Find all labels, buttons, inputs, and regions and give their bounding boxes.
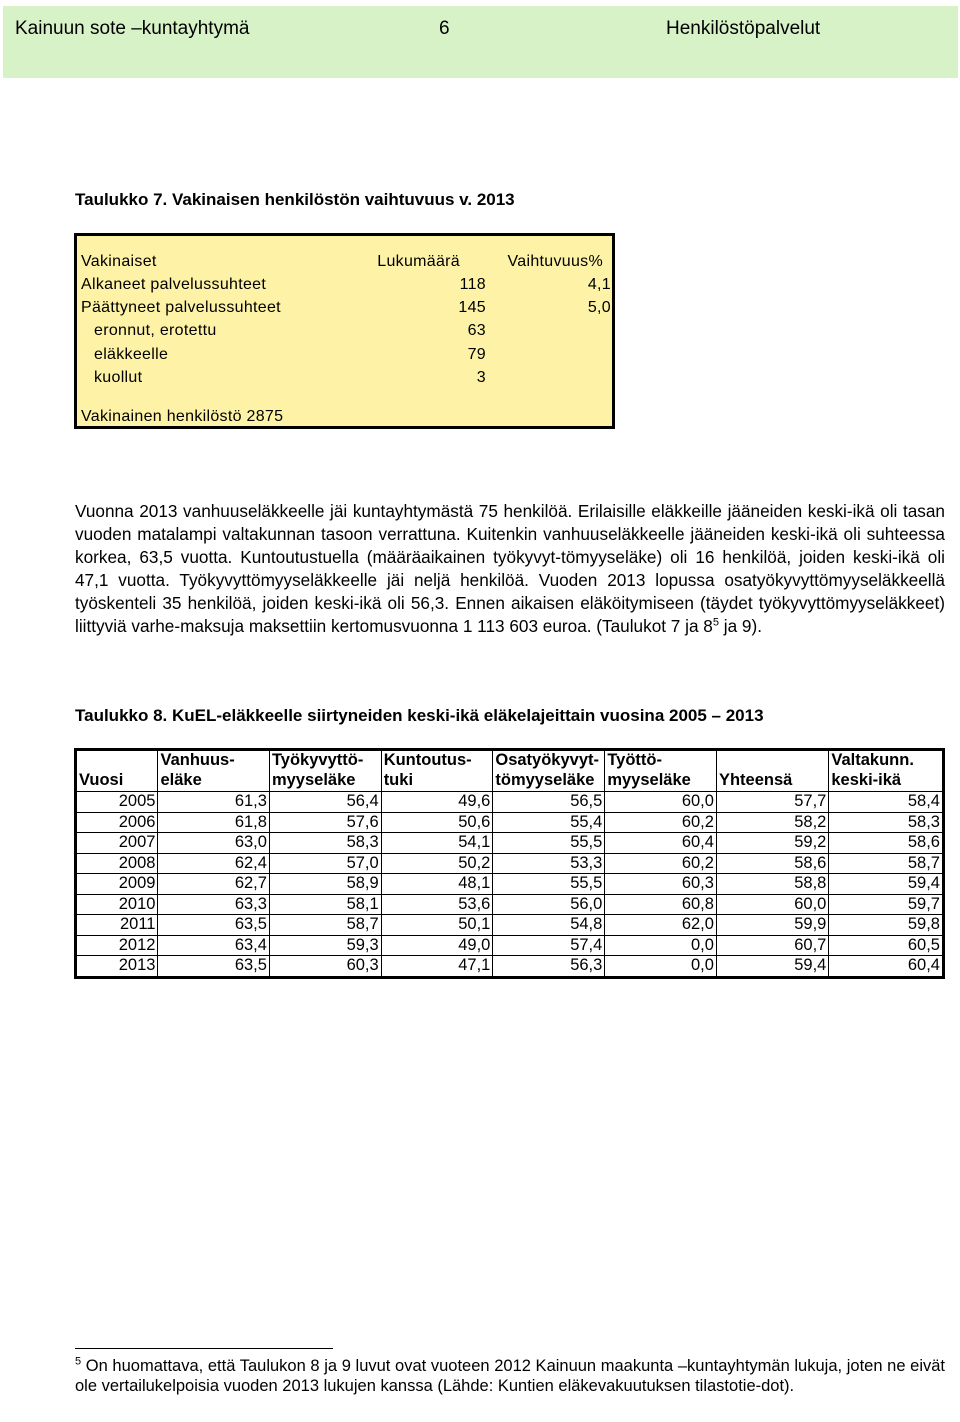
table8-cell: 49,6 <box>381 792 493 813</box>
table8-cell: 56,4 <box>269 792 381 813</box>
table8-body <box>76 792 944 978</box>
table7-header-row <box>77 253 612 275</box>
table8-cell: 54,1 <box>381 833 493 854</box>
footnote <box>75 1356 945 1396</box>
table8-cell: 58,8 <box>716 874 828 895</box>
table8-cell: 58,6 <box>829 833 944 854</box>
table7-row <box>77 346 612 368</box>
table8-row <box>76 915 944 936</box>
table7-row <box>77 276 612 298</box>
table8-row <box>76 812 944 833</box>
table8-year-cell: 2005 <box>76 792 158 813</box>
table8-cell: 56,5 <box>493 792 605 813</box>
table8-cell: 49,0 <box>381 935 493 956</box>
table8-cell: 59,3 <box>269 935 381 956</box>
table8-year-cell: 2011 <box>76 915 158 936</box>
table8-row <box>76 894 944 915</box>
table7-footer-row <box>77 408 612 430</box>
table7-header-cell: Lukumäärä <box>377 253 460 270</box>
table8-year-cell: 2013 <box>76 956 158 978</box>
table8-caption-label: Taulukko 8. <box>75 706 168 725</box>
table8-cell: 58,2 <box>716 812 828 833</box>
table8-header-cell: Osatyökyvyt- tömyyseläke <box>493 750 605 792</box>
table8-cell: 61,8 <box>158 812 269 833</box>
table8-header-cell: Työkyvyttö- myyseläke <box>269 750 381 792</box>
table8-cell: 55,5 <box>493 833 605 854</box>
table8-cell: 58,9 <box>269 874 381 895</box>
table8-cell: 60,0 <box>716 894 828 915</box>
table8-cell: 50,2 <box>381 853 493 874</box>
footnote-number: 5 <box>75 1355 82 1368</box>
table8-cell: 63,5 <box>158 915 269 936</box>
page-header <box>3 6 958 78</box>
table8-cell: 60,8 <box>605 894 717 915</box>
table7-row <box>77 299 612 321</box>
table8-cell: 62,0 <box>605 915 717 936</box>
table8-header-cell: Kuntoutus- tuki <box>381 750 493 792</box>
table8-cell: 63,0 <box>158 833 269 854</box>
table8-year-cell: 2008 <box>76 853 158 874</box>
table8-header-cell: Työttö- myyseläke <box>605 750 717 792</box>
header-section: Henkilöstöpalvelut <box>666 18 821 39</box>
table8-year-cell: 2007 <box>76 833 158 854</box>
header-page-number: 6 <box>439 18 450 39</box>
table8-row <box>76 833 944 854</box>
table8-cell: 60,3 <box>269 956 381 978</box>
table8-cell: 57,4 <box>493 935 605 956</box>
table7 <box>74 233 615 429</box>
table7-cell: 5,0 <box>587 299 611 316</box>
table8-cell: 58,6 <box>716 853 828 874</box>
table8-cell: 54,8 <box>493 915 605 936</box>
table7-row <box>77 369 612 391</box>
table7-cell: eronnut, erotettu <box>94 322 217 339</box>
table8-caption-text: KuEL-eläkkeelle siirtyneiden keski-ikä eläkelajeittain vuosina 2005 – 2013 <box>167 706 764 725</box>
table8-year-cell: 2006 <box>76 812 158 833</box>
table8 <box>74 748 945 979</box>
table8-header-cell: Valtakunn. keski-ikä <box>829 750 944 792</box>
table8-cell: 60,5 <box>829 935 944 956</box>
footnote-divider <box>75 1348 333 1349</box>
table8-cell: 58,3 <box>829 812 944 833</box>
table8-header-cell: Vuosi <box>76 750 158 792</box>
table7-footer: Vakinainen henkilöstö 2875 <box>81 408 284 425</box>
table8-cell: 60,2 <box>605 812 717 833</box>
table8-cell: 60,4 <box>605 833 717 854</box>
table8-cell: 56,0 <box>493 894 605 915</box>
table7-cell: 63 <box>467 322 486 339</box>
table8-cell: 58,4 <box>829 792 944 813</box>
header-organization: Kainuun sote –kuntayhtymä <box>15 18 250 39</box>
table8-year-cell: 2009 <box>76 874 158 895</box>
table8-cell: 58,3 <box>269 833 381 854</box>
table8-cell: 62,7 <box>158 874 269 895</box>
table7-cell: 4,1 <box>587 276 611 293</box>
table8-cell: 59,4 <box>716 956 828 978</box>
table8-row <box>76 874 944 895</box>
table8-cell: 60,2 <box>605 853 717 874</box>
table8-cell: 48,1 <box>381 874 493 895</box>
table8-cell: 56,3 <box>493 956 605 978</box>
table8-cell: 58,1 <box>269 894 381 915</box>
table8-cell: 62,4 <box>158 853 269 874</box>
table8-cell: 59,7 <box>829 894 944 915</box>
table8-row <box>76 956 944 978</box>
table7-cell: 3 <box>476 369 486 386</box>
table7-row <box>77 322 612 344</box>
body-paragraph <box>75 500 945 639</box>
table8-cell: 59,4 <box>829 874 944 895</box>
table8-cell: 53,6 <box>381 894 493 915</box>
table8-cell: 63,5 <box>158 956 269 978</box>
table7-caption: Taulukko 7. Vakinaisen henkilöstön vaihtuvuus v. 2013 <box>75 190 515 209</box>
table8-cell: 60,3 <box>605 874 717 895</box>
table8-cell: 59,9 <box>716 915 828 936</box>
table8-cell: 55,4 <box>493 812 605 833</box>
table8-cell: 58,7 <box>269 915 381 936</box>
table8-header-cell: Vanhuus- eläke <box>158 750 269 792</box>
footnote-text: On huomattava, että Taulukon 8 ja 9 luvut ovat vuoteen 2012 Kainuun maakunta –kuntayhtymän lukuja, joten ne eivät ole vertailukelpoisia vuoden 2013 lukujen kanssa (Lähde: Kuntien eläkevakuutuksen tilastotie-dot). <box>75 1357 945 1395</box>
table8-cell: 59,8 <box>829 915 944 936</box>
table8-cell: 55,5 <box>493 874 605 895</box>
table8-cell: 60,0 <box>605 792 717 813</box>
table7-cell: Päättyneet palvelussuhteet <box>81 299 281 316</box>
table7-cell: 79 <box>467 346 486 363</box>
table7-cell: 145 <box>458 299 486 316</box>
table7-cell: kuollut <box>94 369 143 386</box>
table7-header-cell: Vaihtuvuus% <box>507 253 603 270</box>
table8-cell: 57,0 <box>269 853 381 874</box>
table8-row <box>76 853 944 874</box>
table8-cell: 63,3 <box>158 894 269 915</box>
table7-header-cell: Vakinaiset <box>81 253 157 270</box>
table8-year-cell: 2010 <box>76 894 158 915</box>
table8-header-cell: Yhteensä <box>716 750 828 792</box>
table8-cell: 0,0 <box>605 956 717 978</box>
table8-row <box>76 792 944 813</box>
table8-cell: 63,4 <box>158 935 269 956</box>
table8-caption <box>75 706 764 726</box>
table7-cell: eläkkeelle <box>94 346 169 363</box>
table8-year-cell: 2012 <box>76 935 158 956</box>
table8-cell: 50,1 <box>381 915 493 936</box>
table8-cell: 53,3 <box>493 853 605 874</box>
table7-cell: Alkaneet palvelussuhteet <box>81 276 267 293</box>
table8-cell: 60,7 <box>716 935 828 956</box>
table8-cell: 0,0 <box>605 935 717 956</box>
table8-cell: 59,2 <box>716 833 828 854</box>
table8-cell: 60,4 <box>829 956 944 978</box>
body-paragraph-tail: ja 9). <box>718 616 762 637</box>
body-paragraph-text: Vuonna 2013 vanhuuseläkkeelle jäi kuntayhtymästä 75 henkilöä. Erilaisille eläkkeille jääneiden keski-ikä oli tasan vuoden matalampi valtakunnan tasoon verrattuna. Kuitenkin vanhuuseläkkeelle jääneiden keski-ikä oli suhteessa korkea, 63,5 vuotta. Kuntoutustuella (määräaikainen työkyvyt-tömyyseläke) oli 16 henkilöä, joiden keski-ikä oli 47,1 vuotta. Työkyvyttömyyseläkkeelle jäi neljä henkilöä. Vuoden 2013 lopussa osatyökyvyttömyyseläkkeellä työskenteli 35 henkilöä, joiden keski-ikä oli 56,3. Ennen aikaisen eläköitymiseen (täydet työkyvyttömyyseläkkeet) liittyviä varhe-maksuja maksettiin kertomusvuonna 1 113 603 euroa. (Taulukot 7 ja 8 <box>75 501 945 637</box>
table8-cell: 57,7 <box>716 792 828 813</box>
table7-cell: 118 <box>459 276 486 293</box>
table8-cell: 47,1 <box>381 956 493 978</box>
table8-cell: 50,6 <box>381 812 493 833</box>
table8-cell: 61,3 <box>158 792 269 813</box>
table8-cell: 58,7 <box>829 853 944 874</box>
table8-header-row <box>76 750 944 792</box>
table8-cell: 57,6 <box>269 812 381 833</box>
table8-row <box>76 935 944 956</box>
footnote-reference: 5 <box>712 616 719 629</box>
